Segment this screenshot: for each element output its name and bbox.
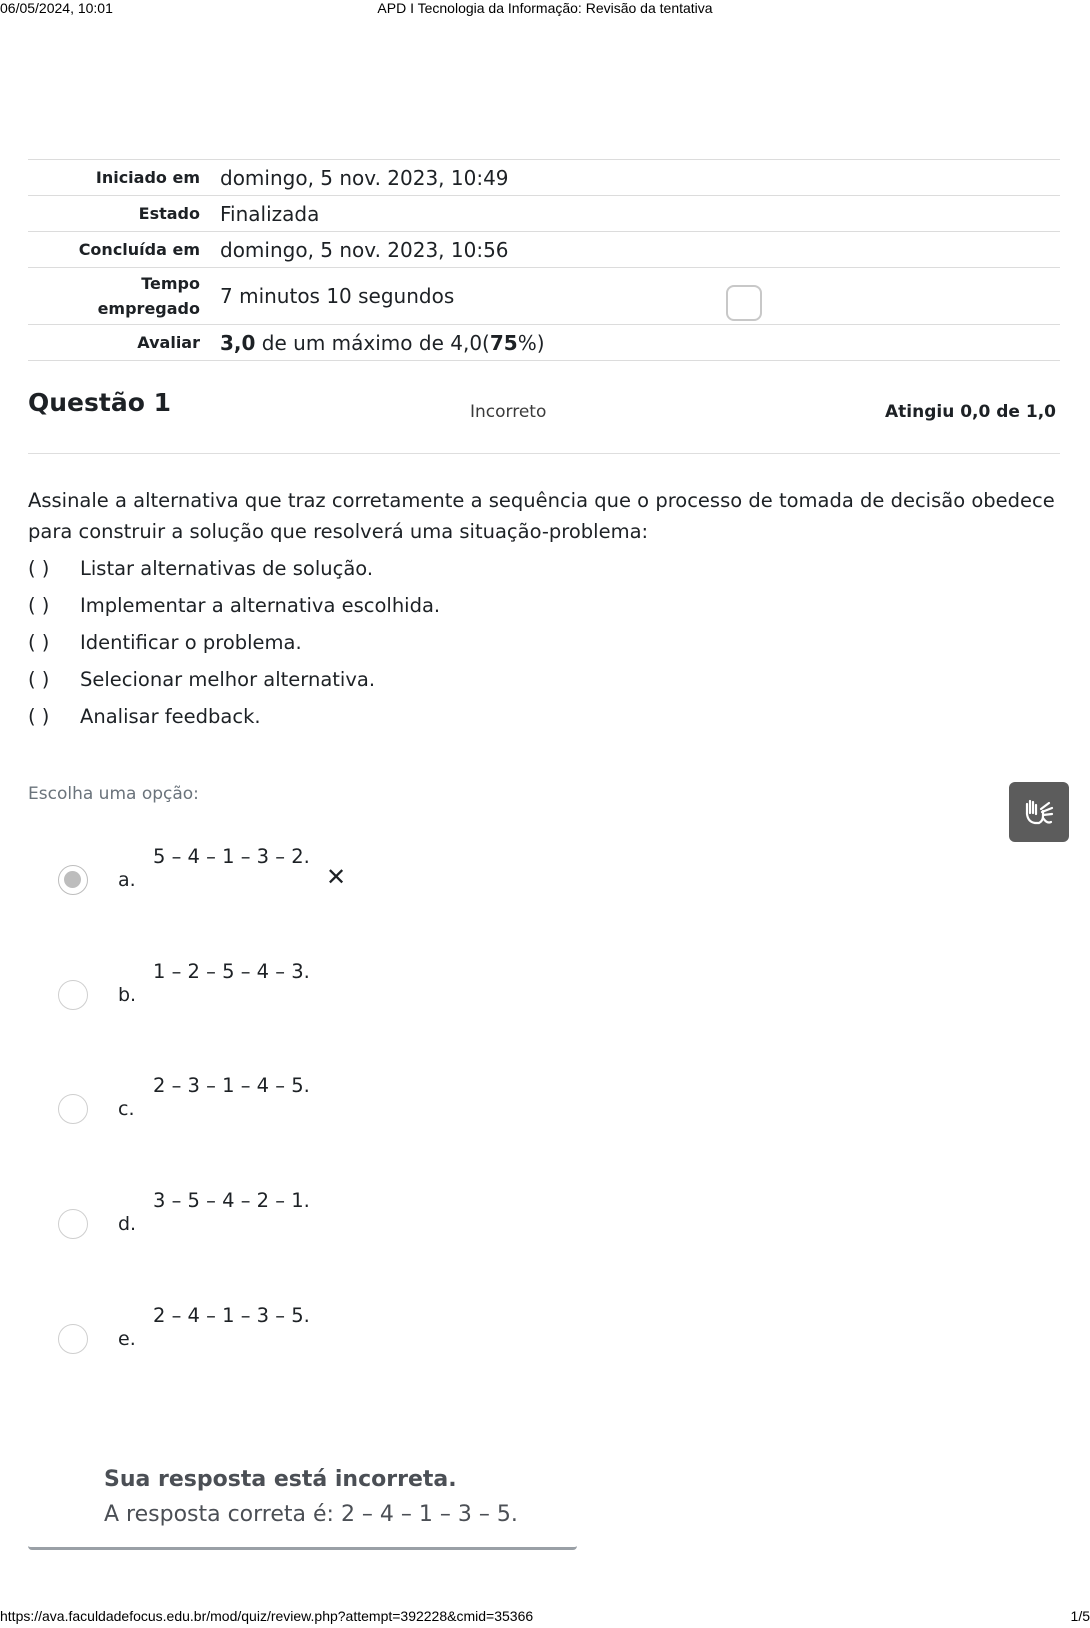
option-letter: e.: [118, 1328, 136, 1350]
option-text: 3 – 5 – 4 – 2 – 1.: [153, 1189, 310, 1212]
step-text: Identificar o problema.: [80, 631, 302, 654]
hand-sign-language-icon-glyph: [1021, 794, 1057, 830]
time-label-line1: Tempo: [141, 274, 200, 293]
grade-percent: 75: [489, 330, 518, 355]
option-b[interactable]: [58, 960, 658, 1020]
option-c[interactable]: [58, 1074, 658, 1134]
grade-value: [210, 325, 1060, 361]
grade-label: Avaliar: [28, 325, 210, 361]
option-letter: b.: [118, 984, 137, 1006]
summary-row-started: [28, 160, 1060, 196]
time-value: 7 minutos 10 segundos: [210, 268, 1060, 325]
time-label: [28, 268, 210, 325]
option-text: 5 – 4 – 1 – 3 – 2.: [153, 845, 310, 868]
radio-option-e[interactable]: [58, 1324, 88, 1354]
question-title: Questão 1: [28, 388, 171, 417]
list-item: [28, 587, 440, 624]
print-url: https://ava.faculdadefocus.edu.br/mod/quiz/review.php?attempt=392228&cmid=35366: [0, 1608, 534, 1624]
step-text: Listar alternativas de solução.: [80, 557, 374, 580]
paren-blank: ( ): [28, 594, 50, 617]
started-value: domingo, 5 nov. 2023, 10:49: [210, 160, 1060, 196]
list-item: [28, 550, 440, 587]
paren-blank: ( ): [28, 557, 50, 580]
paren-blank: ( ): [28, 705, 50, 728]
option-letter: d.: [118, 1213, 137, 1235]
option-letter: a.: [118, 869, 136, 891]
question-grade: Atingiu 0,0 de 1,0: [885, 402, 1056, 422]
completed-value: domingo, 5 nov. 2023, 10:56: [210, 232, 1060, 268]
list-item: [28, 698, 440, 735]
time-label-line2: empregado: [97, 299, 200, 318]
question-text: Assinale a alternativa que traz corretamente a sequência que o processo de tomada de decisão obedece para construir a solução que resolverá uma situação-problema:: [28, 489, 1055, 543]
summary-row-state: [28, 196, 1060, 232]
list-item: [28, 624, 440, 661]
grade-mid: de um máximo de 4,0(: [255, 330, 490, 355]
option-letter: c.: [118, 1098, 135, 1120]
summary-row-time: [28, 268, 1060, 325]
option-text: 1 – 2 – 5 – 4 – 3.: [153, 960, 310, 983]
close-icon: ✕: [326, 863, 347, 891]
flag-question-icon[interactable]: [726, 285, 762, 321]
answer-feedback: [28, 1455, 577, 1550]
grade-end: %): [517, 330, 545, 355]
summary-row-grade: [28, 325, 1060, 361]
summary-row-completed: [28, 232, 1060, 268]
radio-option-d[interactable]: [58, 1209, 88, 1239]
option-e[interactable]: [58, 1304, 658, 1364]
radio-option-c[interactable]: [58, 1094, 88, 1124]
feedback-correct-answer: A resposta correta é: 2 – 4 – 1 – 3 – 5.: [104, 1502, 518, 1527]
radio-option-b[interactable]: [58, 980, 88, 1010]
option-text: 2 – 3 – 1 – 4 – 5.: [153, 1074, 310, 1097]
step-list: [28, 550, 440, 735]
radio-option-a[interactable]: [58, 865, 88, 895]
step-text: Implementar a alternativa escolhida.: [80, 594, 441, 617]
grade-score: 3,0: [220, 330, 256, 355]
state-value: Finalizada: [210, 196, 1060, 232]
option-a[interactable]: [58, 845, 658, 905]
option-d[interactable]: [58, 1189, 658, 1249]
paren-blank: ( ): [28, 631, 50, 654]
hand-sign-language-icon[interactable]: [1009, 782, 1069, 842]
print-footer: [0, 1608, 1090, 1628]
print-page-title: APD I Tecnologia da Informação: Revisão da tentativa: [377, 0, 713, 16]
feedback-incorrect: Sua resposta está incorreta.: [104, 1467, 457, 1492]
state-label: Estado: [28, 196, 210, 232]
step-text: Analisar feedback.: [80, 705, 261, 728]
step-text: Selecionar melhor alternativa.: [80, 668, 376, 691]
print-header: [0, 0, 1090, 20]
list-item: [28, 661, 440, 698]
started-label: Iniciado em: [28, 160, 210, 196]
option-text: 2 – 4 – 1 – 3 – 5.: [153, 1304, 310, 1327]
print-page-number: 1/5: [1070, 1608, 1090, 1624]
question-divider: [28, 453, 1060, 454]
paren-blank: ( ): [28, 668, 50, 691]
attempt-summary-table: [28, 159, 1060, 361]
choose-option-prompt: Escolha uma opção:: [28, 784, 199, 804]
print-datetime: 06/05/2024, 10:01: [0, 0, 113, 16]
question-state: Incorreto: [470, 402, 547, 422]
completed-label: Concluída em: [28, 232, 210, 268]
